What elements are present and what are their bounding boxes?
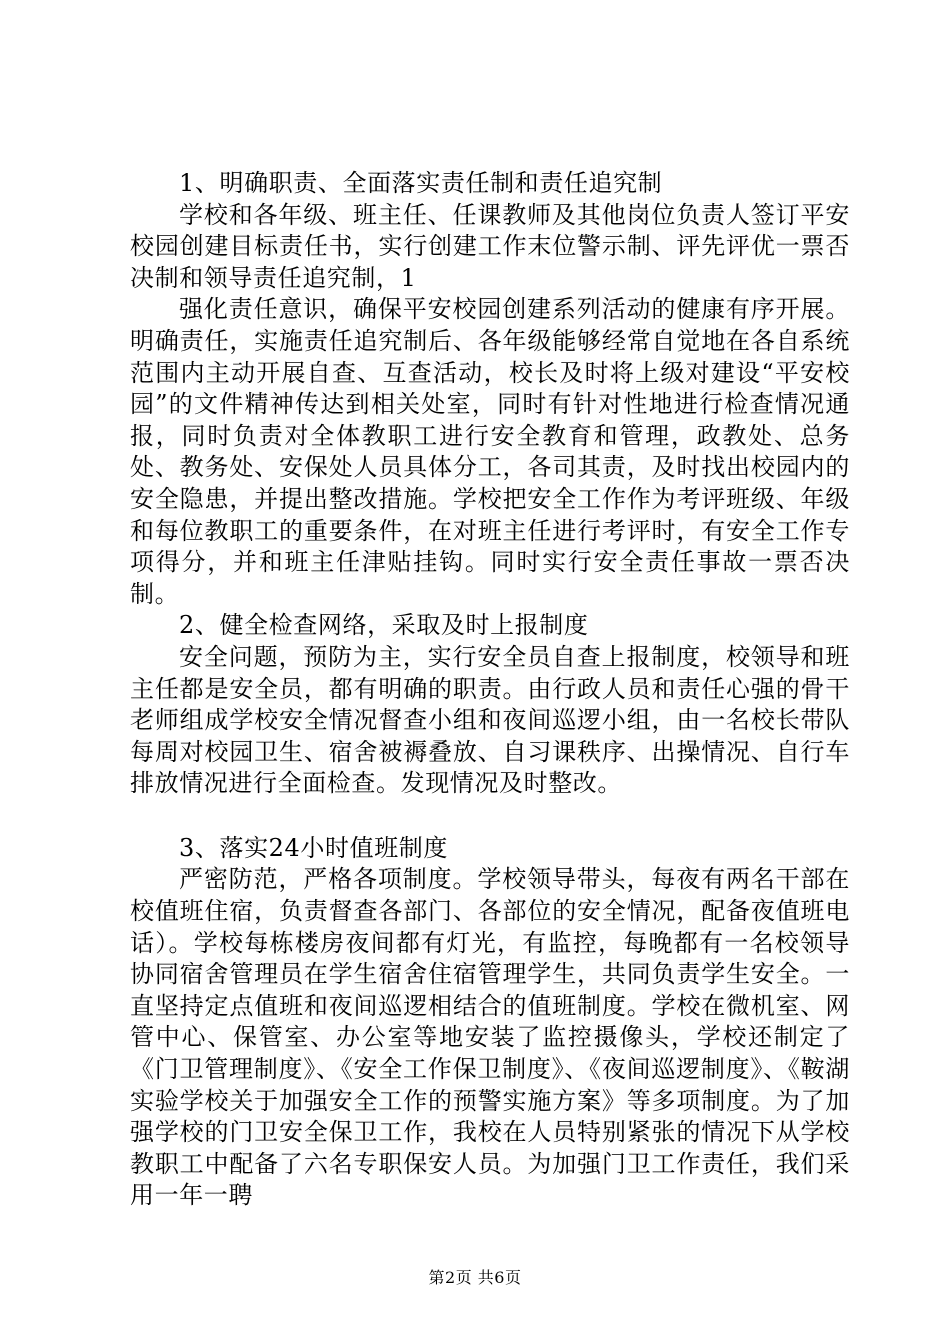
section-heading-2: 2、健全检查网络，采取及时上报制度 [179, 611, 589, 640]
section-1-paragraph-2: 强化责任意识，确保平安校园创建系列活动的健康有序开展。明确责任，实施责任追究制后、各年级能够经常自觉地在各自系统范围内主动开展自查、互查活动，校长及时将上级对建设“平安校园”的文件精神传达到相关处室，同时有针对性地进行检查情况通报，同时负责对全体教职工进行安全教育和管理，政教处、总务处、教务处、安保处人员具体分工，各司其责，及时找出校园内的安全隐患，并提出整改措施。学校把安全工作作为考评班级、年级和每位教职工的重要条件，在对班主任进行考评时，有安全工作专项得分，并和班主任津贴挂钩。同时实行安全责任事故一票否决制。 [130, 295, 850, 608]
section-3-paragraph-1: 严密防范，严格各项制度。学校领导带头，每夜有两名干部在校值班住宿，负责督查各部门、各部位的安全情况，配备夜值班电话）。学校每栋楼房夜间都有灯光，有监控，每晚都有一名校领导协同宿舍管理员在学生宿舍住宿管理学生，共同负责学生安全。一直坚持定点值班和夜间巡逻相结合的值班制度。学校在微机室、网管中心、保管室、办公室等地安装了监控摄像头，学校还制定了《门卫管理制度》、《安全工作保卫制度》、《夜间巡逻制度》、《鞍湖实验学校关于加强安全工作的预警实施方案》等多项制度。为了加强学校的门卫安全保卫工作，我校在人员特别紧张的情况下从学校教职工中配备了六名专职保安人员。为加强门卫工作责任，我们采用一年一聘 [130, 865, 850, 1210]
section-heading-3: 3、落实24小时值班制度 [179, 833, 449, 862]
document-body [130, 168, 850, 1212]
section-heading-1: 1、明确职责、全面落实责任制和责任追究制 [179, 169, 663, 197]
section-1-paragraph-1: 学校和各年级、班主任、任课教师及其他岗位负责人签订平安校园创建目标责任书，实行创建工作末位警示制、评先评优一票否决制和领导责任追究制，1 [130, 200, 850, 292]
section-2-paragraph-1: 安全问题，预防为主，实行安全员自查上报制度，校领导和班主任都是安全员，都有明确的职责。由行政人员和责任心强的骨干老师组成学校安全情况督查小组和夜间巡逻小组，由一名校长带队每周对校园卫生、宿舍被褥叠放、自习课秩序、出操情况、自行车排放情况进行全面检查。发现情况及时整改。 [130, 642, 850, 798]
section-spacer [130, 800, 850, 833]
page-number-footer: 第2页 共6页 [428, 1268, 522, 1287]
